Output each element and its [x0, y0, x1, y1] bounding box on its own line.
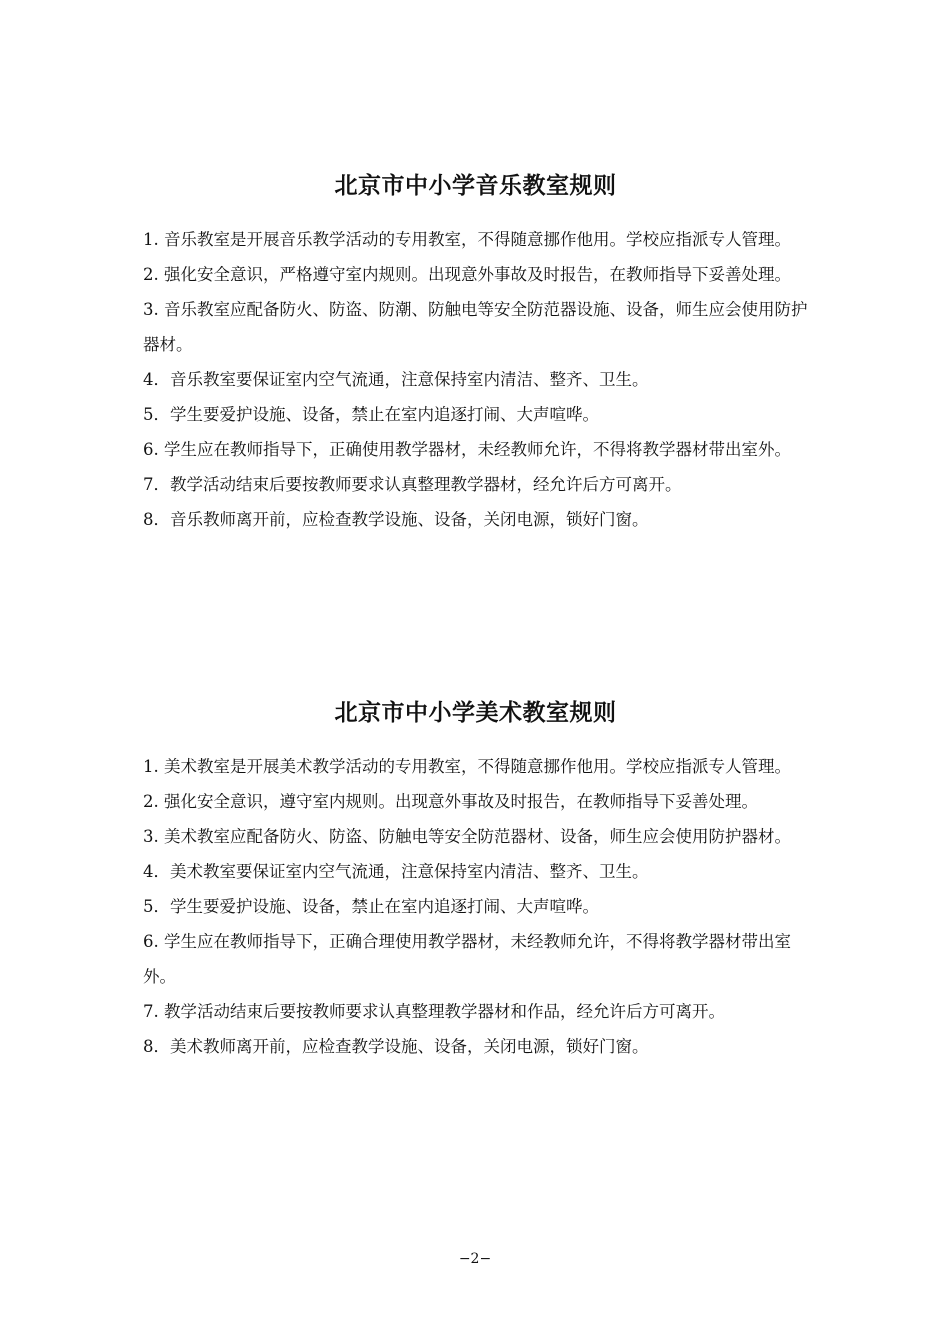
- rule-item: 4．美术教室要保证室内空气流通，注意保持室内清洁、整齐、卫生。: [143, 862, 649, 881]
- rule-item: 8．音乐教师离开前，应检查教学设施、设备，关闭电源，锁好门窗。: [143, 510, 649, 529]
- rules-list: [143, 749, 808, 1064]
- rule-item: 3. 音乐教室应配备防火、防盗、防潮、防触电等安全防范器设施、设备，师生应会使用防护器材。: [143, 300, 808, 354]
- section-title: 北京市中小学音乐教室规则: [334, 172, 617, 199]
- page-number: −2−: [458, 1251, 492, 1267]
- rule-item: 4．音乐教室要保证室内空气流通，注意保持室内清洁、整齐、卫生。: [143, 370, 649, 389]
- music-room-rules-section: [143, 170, 808, 537]
- art-room-rules-section: [143, 697, 808, 1064]
- rule-item: 5．学生要爱护设施、设备，禁止在室内追逐打闹、大声喧哗。: [143, 405, 599, 424]
- rule-item: 5．学生要爱护设施、设备，禁止在室内追逐打闹、大声喧哗。: [143, 897, 599, 916]
- rule-item: 7．教学活动结束后要按教师要求认真整理教学器材，经允许后方可离开。: [143, 475, 682, 494]
- rule-item: 2. 强化安全意识，遵守室内规则。出现意外事故及时报告，在教师指导下妥善处理。: [143, 792, 758, 811]
- section-title: 北京市中小学美术教室规则: [334, 699, 617, 726]
- rule-item: 6. 学生应在教师指导下，正确使用教学器材，未经教师允许，不得将教学器材带出室外。: [143, 440, 791, 459]
- rule-item: 6. 学生应在教师指导下，正确合理使用教学器材，未经教师允许，不得将教学器材带出室外。: [143, 932, 791, 986]
- rule-item: 1. 美术教室是开展美术教学活动的专用教室，不得随意挪作他用。学校应指派专人管理。: [143, 757, 791, 776]
- rules-list: [143, 222, 808, 537]
- rule-item: 8．美术教师离开前，应检查教学设施、设备，关闭电源，锁好门窗。: [143, 1037, 649, 1056]
- rule-item: 7. 教学活动结束后要按教师要求认真整理教学器材和作品，经允许后方可离开。: [143, 1002, 725, 1021]
- rule-item: 3. 美术教室应配备防火、防盗、防触电等安全防范器材、设备，师生应会使用防护器材。: [143, 827, 791, 846]
- rule-item: 2. 强化安全意识，严格遵守室内规则。出现意外事故及时报告，在教师指导下妥善处理。: [143, 265, 791, 284]
- rule-item: 1. 音乐教室是开展音乐教学活动的专用教室，不得随意挪作他用。学校应指派专人管理。: [143, 230, 791, 249]
